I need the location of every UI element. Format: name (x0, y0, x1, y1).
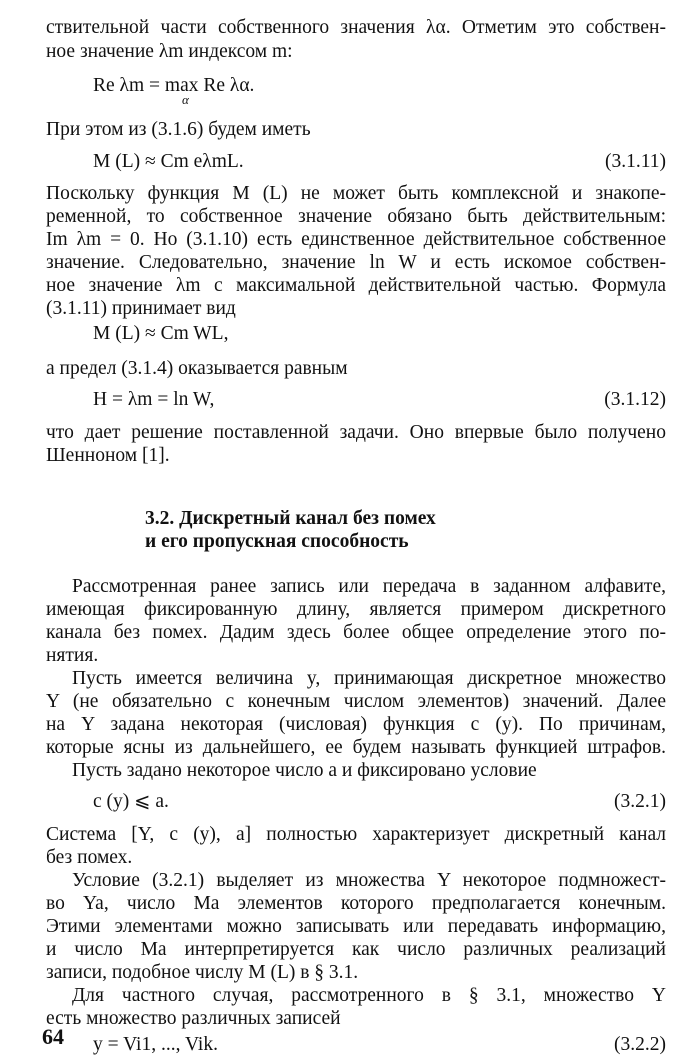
page-number: 64 (42, 1024, 64, 1049)
section-title: 3.2. Дискретный канал без помех (145, 508, 436, 529)
text-line: ное значение λm индексом m: (46, 41, 293, 62)
text-line: При этом из (3.1.6) будем иметь (46, 119, 311, 140)
text-line: и число Ma интерпретируется как число различных реализаций (46, 939, 666, 960)
equation-number: (3.1.12) (604, 389, 666, 410)
formula (93, 150, 666, 174)
text-line: Условие (3.2.1) выделяет из множества Y некоторое подмножест- (72, 870, 666, 891)
text-line: нятия. (46, 645, 99, 666)
text-line: (3.1.11) принимает вид (46, 298, 236, 319)
formula-body: M (L) ≈ Cm eλmL. (93, 151, 244, 172)
formula-body: c (y) ⩽ a. (93, 791, 169, 812)
text-line: Шенноном [1]. (46, 445, 170, 466)
text-line: Пусть имеется величина y, принимающая дискретное множество (72, 668, 666, 689)
text-line: что дает решение поставленной задачи. Оно впервые было получено (46, 422, 666, 443)
formula: M (L) ≈ Cm WL, (93, 323, 229, 344)
text-line: есть множество различных записей (46, 1008, 341, 1029)
text-line: записи, подобное числу M (L) в § 3.1. (46, 962, 359, 983)
formula-subscript: α (182, 92, 189, 107)
text-line: ременной, то собственное значение обязано быть действительным: (46, 206, 666, 227)
text-line: Система [Y, c (y), a] полностью характеризует дискретный канал (46, 824, 666, 845)
formula: Re λm = max Re λα. (93, 75, 255, 96)
text-line: Пусть задано некоторое число a и фиксировано условие (72, 760, 537, 781)
equation-number: (3.2.2) (614, 1034, 666, 1055)
formula-body: y = Vi1, ..., Vik. (93, 1034, 218, 1055)
equation-number: (3.2.1) (614, 791, 666, 812)
text-line: Поскольку функция M (L) не может быть комплексной и знакопе- (46, 183, 666, 204)
section-title: и его пропускная способность (145, 531, 409, 552)
text-line: ное значение λm с максимальной действительной частью. Формула (46, 275, 666, 296)
text-line: имеющая фиксированную длину, является примером дискретного (46, 599, 666, 620)
text-line: на Y задана некоторая (числовая) функция c (y). По причинам, (46, 714, 666, 735)
text-line: Рассмотренная ранее запись или передача в заданном алфавите, (72, 576, 666, 597)
formula-body: H = λm = ln W, (93, 389, 215, 410)
text-line: которые ясны из дальнейшего, ее будем называть функцией штрафов. (46, 737, 666, 758)
formula (93, 388, 666, 412)
text-line: а предел (3.1.4) оказывается равным (46, 358, 348, 379)
text-line: Этими элементами можно записывать или передавать информацию, (46, 916, 666, 937)
formula (93, 1033, 666, 1057)
text-line: значение. Следовательно, значение ln W и есть искомое собствен- (46, 252, 666, 273)
text-line: канала без помех. Дадим здесь более общее определение этого по- (46, 622, 666, 643)
text-line: ствительной части собственного значения λα. Отметим это собствен- (46, 17, 666, 38)
text-line: без помех. (46, 847, 133, 868)
equation-number: (3.1.11) (604, 151, 666, 172)
text-line: Y (не обязательно с конечным числом элементов) значений. Далее (46, 691, 666, 712)
formula (93, 790, 666, 814)
text-line: Im λm = 0. Но (3.1.10) есть единственное действительное собственное (46, 229, 666, 250)
text-line: во Ya, число Ma элементов которого предполагается конечным. (46, 893, 666, 914)
text-line: Для частного случая, рассмотренного в § 3.1, множество Y (72, 985, 666, 1006)
